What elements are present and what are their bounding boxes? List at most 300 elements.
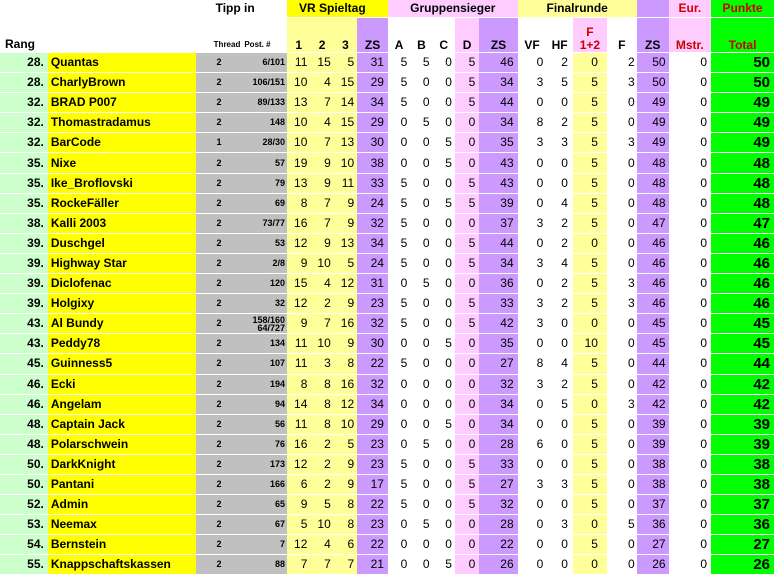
rank-cell: 46. (0, 394, 48, 414)
vr-2-cell: 10 (310, 515, 333, 535)
thread-cell: 2 (196, 193, 243, 213)
eur-cell: 0 (669, 474, 712, 494)
vr-1-cell: 10 (287, 113, 310, 133)
vr-2-cell: 7 (310, 93, 333, 113)
zs-final-cell: 46 (637, 294, 669, 314)
gs-d-cell: 5 (455, 53, 479, 73)
gs-d-cell: 0 (455, 274, 479, 294)
player-name: Holgixy (48, 294, 196, 314)
vf-cell: 0 (518, 334, 547, 354)
table-row (0, 133, 774, 153)
table-row (0, 314, 774, 334)
eur-cell: 0 (669, 133, 712, 153)
header-zs-vr: ZS (357, 18, 388, 53)
hf-cell: 0 (546, 495, 573, 515)
vr-3-cell: 16 (334, 314, 357, 334)
zs-final-cell: 37 (637, 495, 669, 515)
f12-cell: 5 (573, 454, 607, 474)
vr-3-cell: 8 (334, 495, 357, 515)
gs-c-cell: 5 (433, 555, 455, 575)
post-cell: 32 (242, 294, 287, 314)
thread-cell: 2 (196, 414, 243, 434)
header-row-columns (0, 18, 774, 53)
eur-cell: 0 (669, 334, 712, 354)
vr-3-cell: 10 (334, 153, 357, 173)
vr-1-cell: 8 (287, 374, 310, 394)
f12-cell: 0 (573, 515, 607, 535)
vr-2-cell: 9 (310, 233, 333, 253)
zs-gs-cell: 43 (479, 173, 517, 193)
zs-vr-cell: 29 (357, 113, 388, 133)
gs-b-cell: 0 (410, 93, 432, 113)
rank-cell: 43. (0, 314, 48, 334)
f-cell: 0 (607, 374, 637, 394)
zs-gs-cell: 27 (479, 474, 517, 494)
hf-cell: 0 (546, 334, 573, 354)
eur-cell: 0 (669, 253, 712, 273)
gs-c-cell: 0 (433, 253, 455, 273)
rank-cell: 48. (0, 434, 48, 454)
gs-b-cell: 0 (410, 354, 432, 374)
hf-cell: 2 (546, 233, 573, 253)
eur-cell: 0 (669, 53, 712, 73)
gs-c-cell: 5 (433, 133, 455, 153)
gs-c-cell: 0 (433, 314, 455, 334)
vf-cell: 3 (518, 73, 547, 93)
table-row (0, 73, 774, 93)
hf-cell: 2 (546, 374, 573, 394)
zs-gs-cell: 34 (479, 414, 517, 434)
f-cell: 0 (607, 233, 637, 253)
gs-a-cell: 5 (388, 495, 410, 515)
gs-d-cell: 0 (455, 113, 479, 133)
vr-3-cell: 5 (334, 253, 357, 273)
f-cell: 0 (607, 314, 637, 334)
gs-b-cell: 0 (410, 294, 432, 314)
rank-cell: 54. (0, 535, 48, 555)
rank-cell: 55. (0, 555, 48, 575)
f-cell: 0 (607, 555, 637, 575)
zs-final-cell: 46 (637, 233, 669, 253)
gs-a-cell: 0 (388, 133, 410, 153)
gs-a-cell: 0 (388, 274, 410, 294)
vr-2-cell: 7 (310, 133, 333, 153)
vr-1-cell: 10 (287, 133, 310, 153)
f-cell: 0 (607, 414, 637, 434)
gs-c-cell: 0 (433, 394, 455, 414)
vr-2-cell: 3 (310, 354, 333, 374)
gs-a-cell: 5 (388, 253, 410, 273)
f12-cell: 5 (573, 113, 607, 133)
gs-c-cell: 5 (433, 334, 455, 354)
vf-cell: 6 (518, 434, 547, 454)
player-name: Quantas (48, 53, 196, 73)
total-points-cell: 39 (711, 414, 774, 434)
f-cell: 0 (607, 334, 637, 354)
zs-gs-cell: 39 (479, 193, 517, 213)
eur-cell: 0 (669, 515, 712, 535)
total-points-cell: 38 (711, 474, 774, 494)
f-cell: 0 (607, 153, 637, 173)
vf-cell: 3 (518, 294, 547, 314)
post-cell: 7 (242, 535, 287, 555)
vr-3-cell: 7 (334, 555, 357, 575)
gs-d-cell: 0 (455, 334, 479, 354)
header-eur-top: Eur. (669, 0, 712, 18)
gs-a-cell: 5 (388, 474, 410, 494)
vr-1-cell: 9 (287, 495, 310, 515)
gs-d-cell: 5 (455, 93, 479, 113)
eur-cell: 0 (669, 233, 712, 253)
total-points-cell: 39 (711, 434, 774, 454)
post-cell: 106/151 (242, 73, 287, 93)
table-row (0, 434, 774, 454)
header-vr-3: 3 (334, 18, 357, 53)
header-gs-d: D (455, 18, 479, 53)
gs-d-cell: 0 (455, 153, 479, 173)
gs-a-cell: 0 (388, 374, 410, 394)
gs-a-cell: 5 (388, 73, 410, 93)
vr-2-cell: 8 (310, 414, 333, 434)
gs-d-cell: 5 (455, 73, 479, 93)
f-cell: 0 (607, 474, 637, 494)
gs-c-cell: 5 (433, 414, 455, 434)
vr-1-cell: 12 (287, 535, 310, 555)
total-points-cell: 42 (711, 374, 774, 394)
zs-vr-cell: 32 (357, 213, 388, 233)
gs-d-cell: 5 (455, 294, 479, 314)
post-cell: 76 (242, 434, 287, 454)
gs-b-cell: 5 (410, 113, 432, 133)
rank-cell: 39. (0, 233, 48, 253)
gs-c-cell: 0 (433, 294, 455, 314)
vr-2-cell: 9 (310, 173, 333, 193)
zs-final-cell: 42 (637, 394, 669, 414)
eur-cell: 0 (669, 173, 712, 193)
gs-b-cell: 0 (410, 495, 432, 515)
rank-cell: 50. (0, 474, 48, 494)
gs-d-cell: 0 (455, 374, 479, 394)
total-points-cell: 48 (711, 193, 774, 213)
player-name: CharlyBrown (48, 73, 196, 93)
gs-a-cell: 0 (388, 414, 410, 434)
table-row (0, 274, 774, 294)
zs-final-cell: 48 (637, 153, 669, 173)
post-cell: 57 (242, 153, 287, 173)
player-name: Pantani (48, 474, 196, 494)
vf-cell: 0 (518, 394, 547, 414)
zs-final-cell: 50 (637, 53, 669, 73)
header-hf: HF (546, 18, 573, 53)
rank-cell: 38. (0, 213, 48, 233)
hf-cell: 0 (546, 414, 573, 434)
player-name: BRAD P007 (48, 93, 196, 113)
total-points-cell: 46 (711, 274, 774, 294)
f12-cell: 5 (573, 374, 607, 394)
header-vr-1: 1 (287, 18, 310, 53)
zs-final-cell: 45 (637, 334, 669, 354)
gs-c-cell: 0 (433, 495, 455, 515)
header-zs-gs: ZS (479, 18, 517, 53)
player-name: Kalli 2003 (48, 213, 196, 233)
vr-1-cell: 9 (287, 253, 310, 273)
zs-vr-cell: 23 (357, 454, 388, 474)
gs-a-cell: 0 (388, 394, 410, 414)
gs-d-cell: 0 (455, 515, 479, 535)
rank-cell: 48. (0, 414, 48, 434)
vf-cell: 0 (518, 535, 547, 555)
total-points-cell: 48 (711, 153, 774, 173)
gs-b-cell: 5 (410, 53, 432, 73)
vf-cell: 0 (518, 153, 547, 173)
zs-vr-cell: 34 (357, 93, 388, 113)
gs-d-cell: 5 (455, 193, 479, 213)
table-row (0, 193, 774, 213)
thread-cell: 2 (196, 555, 243, 575)
gs-d-cell: 0 (455, 213, 479, 233)
thread-cell: 2 (196, 394, 243, 414)
header-row-groups (0, 0, 774, 18)
zs-vr-cell: 17 (357, 474, 388, 494)
f12-cell: 0 (573, 53, 607, 73)
total-points-cell: 49 (711, 133, 774, 153)
vr-2-cell: 7 (310, 193, 333, 213)
rank-cell: 39. (0, 274, 48, 294)
vr-3-cell: 10 (334, 414, 357, 434)
table-row (0, 153, 774, 173)
player-name: Nixe (48, 153, 196, 173)
vr-2-cell: 7 (310, 213, 333, 233)
zs-gs-cell: 37 (479, 213, 517, 233)
vr-3-cell: 15 (334, 73, 357, 93)
vr-3-cell: 8 (334, 354, 357, 374)
zs-vr-cell: 34 (357, 233, 388, 253)
vf-cell: 0 (518, 93, 547, 113)
gs-a-cell: 5 (388, 53, 410, 73)
f12-cell: 0 (573, 394, 607, 414)
gs-a-cell: 5 (388, 93, 410, 113)
table-row (0, 173, 774, 193)
vr-1-cell: 19 (287, 153, 310, 173)
gs-c-cell: 0 (433, 173, 455, 193)
post-cell: 148 (242, 113, 287, 133)
thread-cell: 2 (196, 73, 243, 93)
post-cell-bottom: 158/160 (252, 314, 285, 325)
gs-b-cell: 0 (410, 555, 432, 575)
gs-b-cell: 0 (410, 394, 432, 414)
eur-cell: 0 (669, 314, 712, 334)
gs-c-cell: 0 (433, 454, 455, 474)
f-cell: 0 (607, 495, 637, 515)
vr-2-cell: 7 (310, 555, 333, 575)
thread-cell: 2 (196, 274, 243, 294)
thread-cell: 2 (196, 314, 243, 334)
table-row (0, 555, 774, 575)
zs-final-cell: 44 (637, 354, 669, 374)
f12-cell: 5 (573, 495, 607, 515)
vr-3-cell: 16 (334, 374, 357, 394)
vr-2-cell: 4 (310, 535, 333, 555)
eur-cell: 0 (669, 535, 712, 555)
rank-cell: 35. (0, 193, 48, 213)
vr-2-cell: 8 (310, 394, 333, 414)
post-cell: 65 (242, 495, 287, 515)
vf-cell: 0 (518, 495, 547, 515)
vr-1-cell: 12 (287, 454, 310, 474)
gs-b-cell: 0 (410, 474, 432, 494)
post-cell: 107 (242, 354, 287, 374)
vf-cell: 0 (518, 555, 547, 575)
f12-cell: 0 (573, 314, 607, 334)
post-cell: 79 (242, 173, 287, 193)
rank-cell: 39. (0, 294, 48, 314)
f12-cell: 10 (573, 334, 607, 354)
zs-vr-cell: 33 (357, 173, 388, 193)
vr-2-cell: 2 (310, 294, 333, 314)
zs-vr-cell: 23 (357, 515, 388, 535)
zs-vr-cell: 32 (357, 314, 388, 334)
thread-cell: 2 (196, 93, 243, 113)
f12-cell: 5 (573, 474, 607, 494)
f-cell: 0 (607, 253, 637, 273)
header-f12-top: F (586, 25, 594, 39)
zs-vr-cell: 38 (357, 153, 388, 173)
header-eur-bottom: Mstr. (669, 18, 712, 53)
player-name: Admin (48, 495, 196, 515)
hf-cell: 3 (546, 515, 573, 535)
gs-a-cell: 0 (388, 515, 410, 535)
vf-cell: 3 (518, 474, 547, 494)
hf-cell: 0 (546, 93, 573, 113)
vf-cell: 0 (518, 414, 547, 434)
f-cell: 3 (607, 394, 637, 414)
vr-1-cell: 11 (287, 354, 310, 374)
vr-3-cell: 9 (334, 334, 357, 354)
vr-1-cell: 11 (287, 334, 310, 354)
zs-gs-cell: 34 (479, 73, 517, 93)
vr-1-cell: 11 (287, 53, 310, 73)
zs-gs-cell: 33 (479, 454, 517, 474)
hf-cell: 3 (546, 474, 573, 494)
vr-2-cell: 15 (310, 53, 333, 73)
post-cell: 28/30 (242, 133, 287, 153)
total-points-cell: 26 (711, 555, 774, 575)
zs-final-cell: 46 (637, 253, 669, 273)
header-f: F (607, 18, 637, 53)
player-name: Polarschwein (48, 434, 196, 454)
player-name: Angelam (48, 394, 196, 414)
zs-final-cell: 42 (637, 374, 669, 394)
rank-cell: 39. (0, 253, 48, 273)
eur-cell: 0 (669, 73, 712, 93)
vr-2-cell: 4 (310, 73, 333, 93)
total-points-cell: 50 (711, 73, 774, 93)
vr-3-cell: 13 (334, 233, 357, 253)
zs-final-cell: 49 (637, 93, 669, 113)
total-points-cell: 36 (711, 515, 774, 535)
eur-cell: 0 (669, 193, 712, 213)
gs-c-cell: 5 (433, 153, 455, 173)
vr-1-cell: 14 (287, 394, 310, 414)
zs-vr-cell: 30 (357, 133, 388, 153)
header-post: Post. # (242, 18, 287, 53)
eur-cell: 0 (669, 394, 712, 414)
header-f12 (573, 18, 607, 53)
thread-cell: 2 (196, 53, 243, 73)
post-cell: 94 (242, 394, 287, 414)
rank-cell: 50. (0, 454, 48, 474)
zs-final-cell: 48 (637, 193, 669, 213)
gs-d-cell: 5 (455, 173, 479, 193)
player-name: Bernstein (48, 535, 196, 555)
eur-cell: 0 (669, 495, 712, 515)
vf-cell: 0 (518, 233, 547, 253)
gs-b-cell: 0 (410, 374, 432, 394)
post-cell-top: 64/727 (257, 322, 285, 333)
hf-cell: 2 (546, 294, 573, 314)
table-body (0, 53, 774, 575)
f-cell: 3 (607, 294, 637, 314)
f-cell: 0 (607, 113, 637, 133)
gs-a-cell: 5 (388, 314, 410, 334)
vr-1-cell: 6 (287, 474, 310, 494)
f-cell: 0 (607, 193, 637, 213)
zs-final-cell: 50 (637, 73, 669, 93)
eur-cell: 0 (669, 213, 712, 233)
post-cell: 89/133 (242, 93, 287, 113)
eur-cell: 0 (669, 434, 712, 454)
gs-a-cell: 0 (388, 535, 410, 555)
vr-2-cell: 7 (310, 314, 333, 334)
zs-gs-cell: 28 (479, 434, 517, 454)
eur-cell: 0 (669, 454, 712, 474)
gs-a-cell: 5 (388, 233, 410, 253)
thread-cell: 2 (196, 374, 243, 394)
gs-c-cell: 0 (433, 535, 455, 555)
player-name: Diclofenac (48, 274, 196, 294)
vr-1-cell: 9 (287, 314, 310, 334)
vf-cell: 3 (518, 133, 547, 153)
thread-cell: 2 (196, 173, 243, 193)
gs-d-cell: 0 (455, 394, 479, 414)
hf-cell: 3 (546, 133, 573, 153)
f12-cell: 5 (573, 193, 607, 213)
gs-a-cell: 5 (388, 354, 410, 374)
thread-cell: 2 (196, 535, 243, 555)
thread-cell: 2 (196, 495, 243, 515)
zs-final-cell: 38 (637, 454, 669, 474)
player-name: Guinness5 (48, 354, 196, 374)
hf-cell: 0 (546, 454, 573, 474)
total-points-cell: 45 (711, 334, 774, 354)
vr-2-cell: 2 (310, 434, 333, 454)
zs-gs-cell: 32 (479, 374, 517, 394)
player-name: Peddy78 (48, 334, 196, 354)
zs-gs-cell: 35 (479, 133, 517, 153)
f12-cell: 5 (573, 535, 607, 555)
gs-b-cell: 0 (410, 173, 432, 193)
zs-final-cell: 47 (637, 213, 669, 233)
vr-2-cell: 8 (310, 374, 333, 394)
gs-a-cell: 5 (388, 454, 410, 474)
f-cell: 0 (607, 454, 637, 474)
zs-vr-cell: 22 (357, 535, 388, 555)
hf-cell: 2 (546, 53, 573, 73)
total-points-cell: 45 (711, 314, 774, 334)
player-name: Al Bundy (48, 314, 196, 334)
zs-final-cell: 49 (637, 133, 669, 153)
hf-cell: 0 (546, 173, 573, 193)
